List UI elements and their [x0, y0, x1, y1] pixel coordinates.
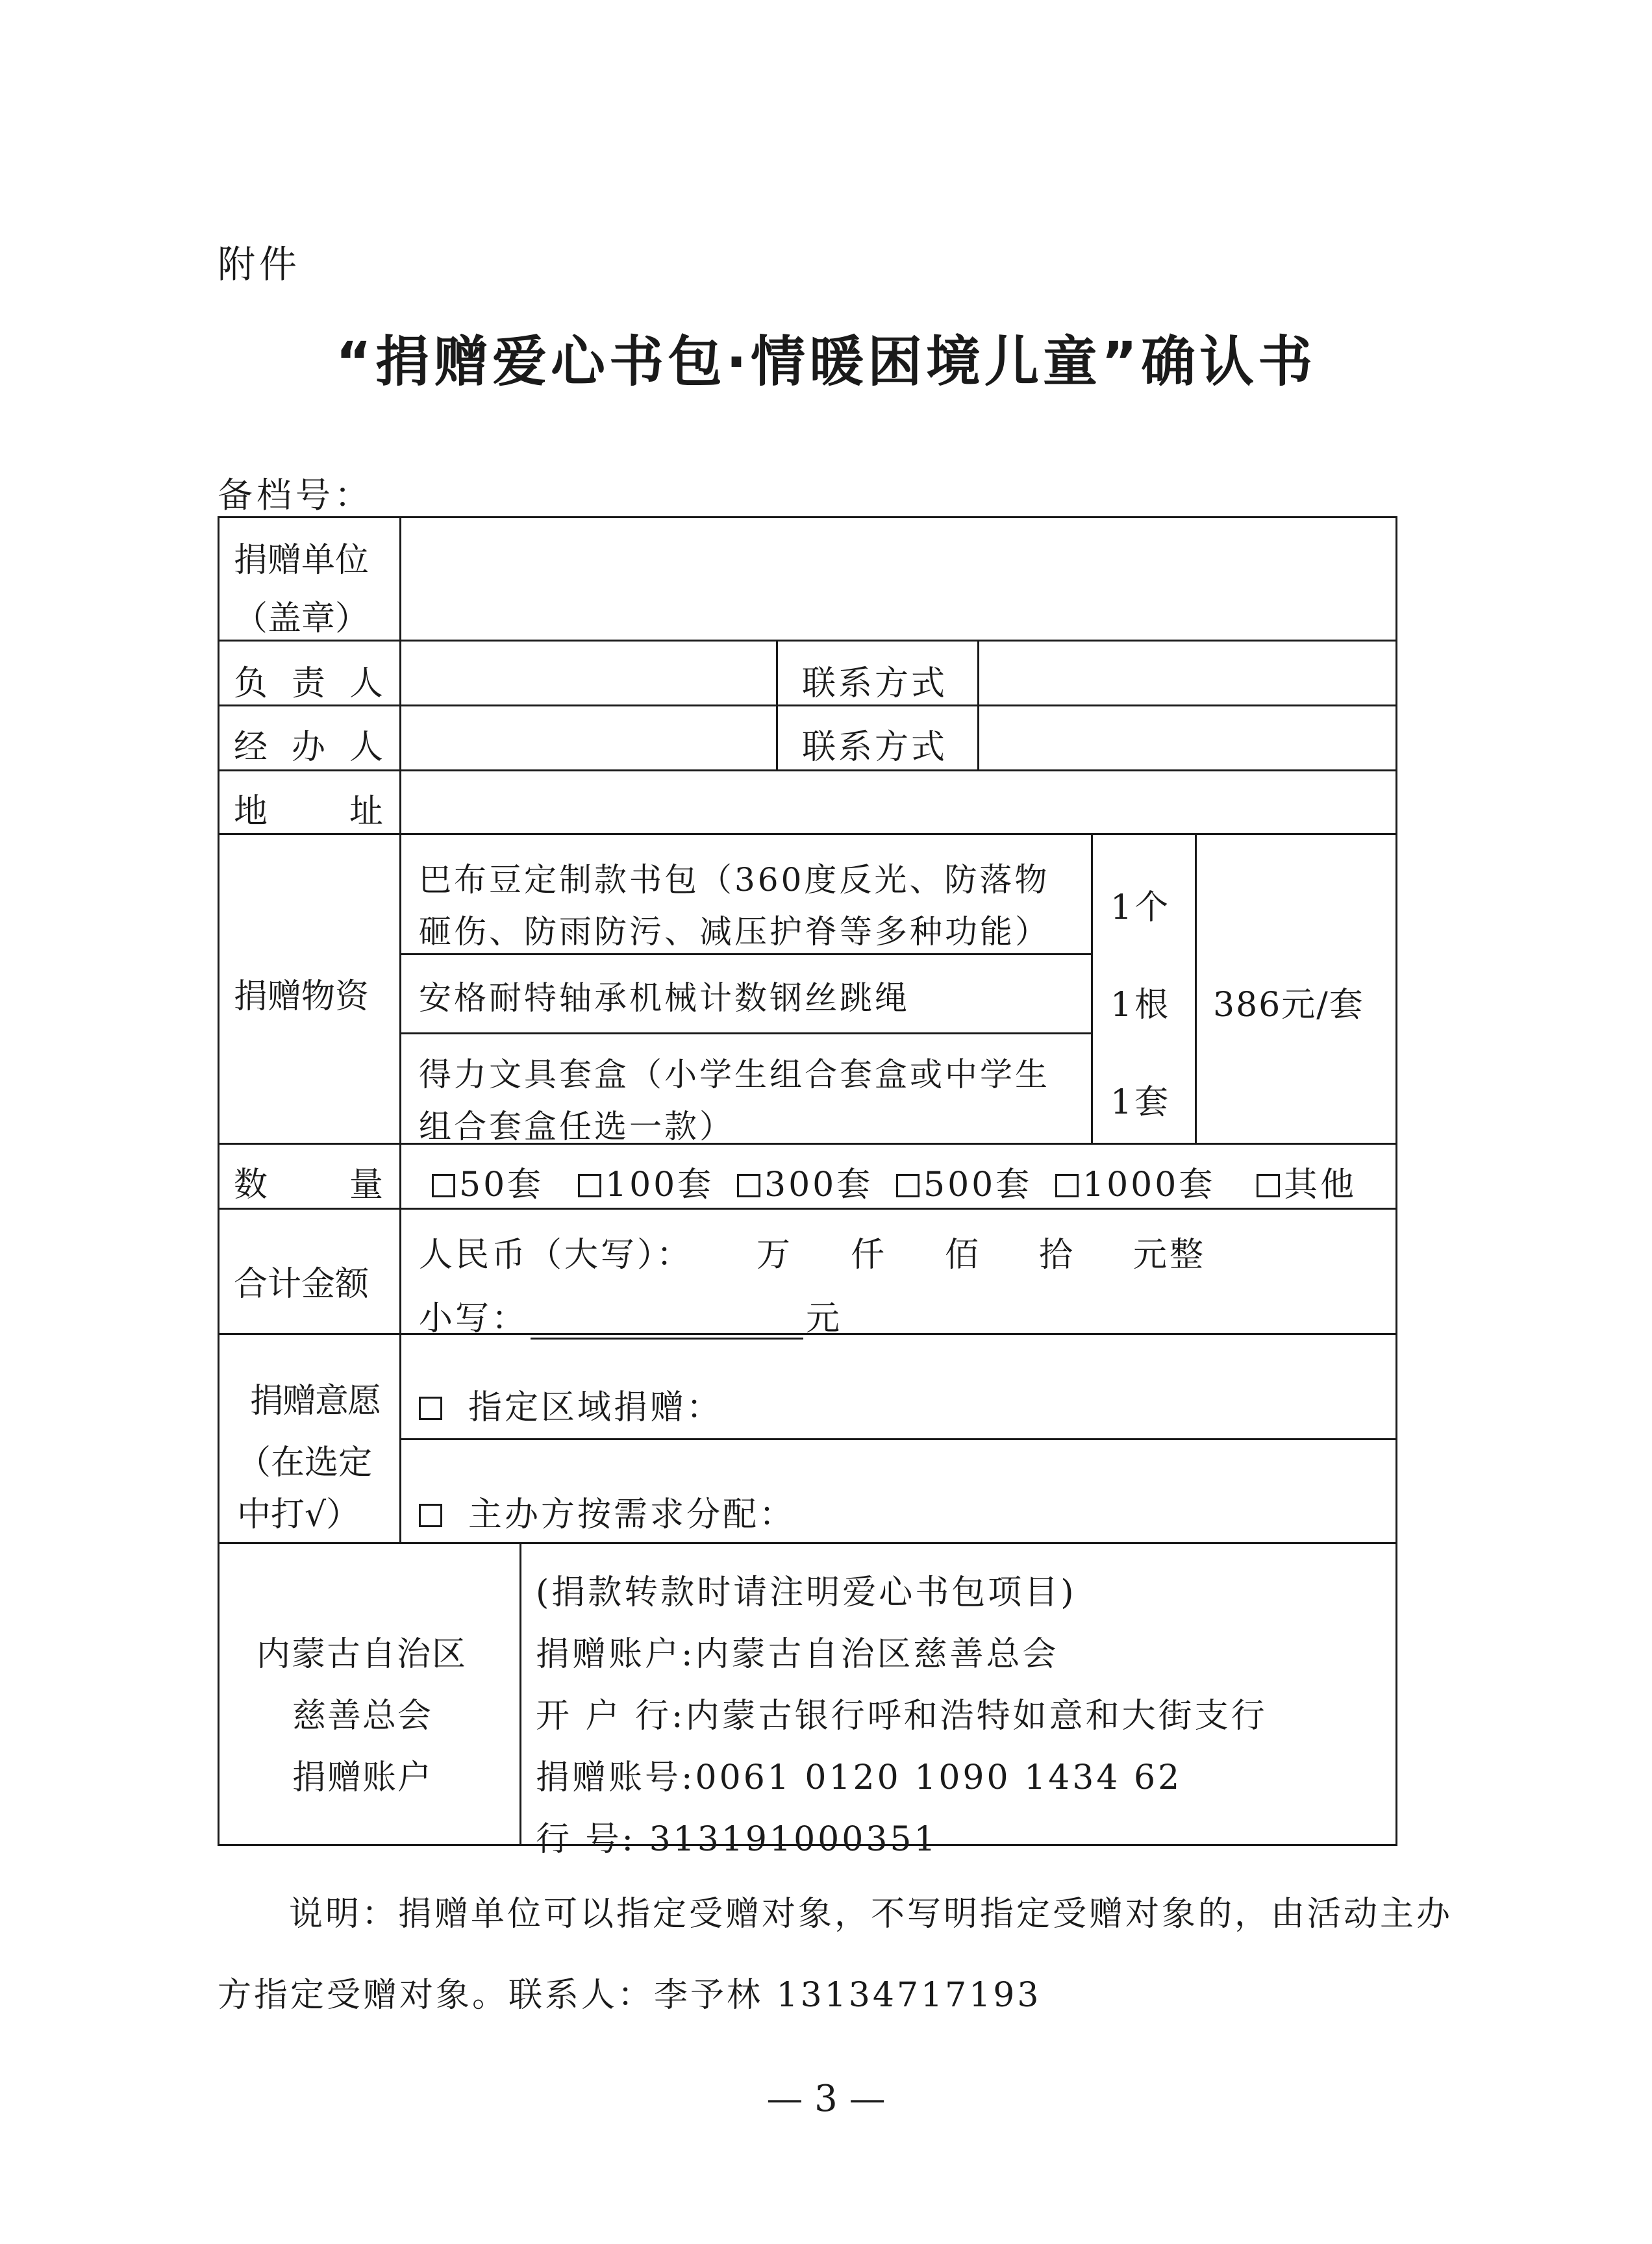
- small-amount-label: 小写：: [419, 1299, 529, 1338]
- column-divider: [1091, 833, 1093, 1143]
- row-divider: [218, 833, 1397, 835]
- checkbox-icon[interactable]: [1257, 1174, 1280, 1197]
- unit-price: 386元/套: [1213, 986, 1364, 1025]
- quantity-option-300[interactable]: 300套: [737, 1157, 873, 1206]
- page-number: — 3 —: [766, 2078, 886, 2120]
- note-line-1: 说明：捐赠单位可以指定受赠对象，不写明指定受赠对象的，由活动主办: [289, 1895, 1453, 1934]
- row-divider: [218, 1542, 1397, 1544]
- item-backpack-line2: 砸伤、防雨防污、减压护脊等多种功能）: [419, 913, 1050, 951]
- unit-wan: 万: [757, 1236, 794, 1275]
- quantity-option-500[interactable]: 500套: [896, 1157, 1032, 1206]
- unit-bai: 佰: [945, 1236, 982, 1275]
- bank-code-row: [536, 1812, 938, 1860]
- contact-label: 联系方式: [802, 728, 948, 767]
- row-divider: [218, 1143, 1397, 1145]
- unit-shi: 拾: [1039, 1236, 1076, 1275]
- quantity-option-1000[interactable]: 1000套: [1055, 1157, 1215, 1206]
- small-amount-row: [419, 1291, 842, 1340]
- checkbox-icon[interactable]: [419, 1504, 442, 1527]
- small-amount-field[interactable]: [531, 1305, 803, 1340]
- row-divider: [218, 704, 1397, 706]
- quantity-label: 数量: [234, 1166, 383, 1204]
- unit-qian: 仟: [851, 1236, 888, 1275]
- checkbox-icon[interactable]: [419, 1397, 442, 1420]
- contact-label: 联系方式: [802, 664, 948, 703]
- intent-label-note2: 中打√）: [237, 1495, 360, 1534]
- column-divider: [977, 640, 979, 769]
- account-bank: 开 户 行:内蒙古银行呼和浩特如意和大街支行: [536, 1697, 1268, 1736]
- item-stationery-qty: 1套: [1110, 1083, 1171, 1122]
- account-owner-label-2: 慈善总会: [292, 1697, 433, 1736]
- item-jump-rope-qty: 1根: [1110, 986, 1171, 1025]
- intent-option-region[interactable]: 指定区域捐赠：: [419, 1380, 723, 1428]
- materials-label: 捐赠物资: [234, 977, 369, 1016]
- small-amount-unit: 元: [806, 1299, 843, 1338]
- column-divider: [1195, 833, 1197, 1143]
- account-note: (捐款转款时请注明爱心书包项目): [536, 1573, 1077, 1612]
- intent-label: 捐赠意愿: [250, 1382, 381, 1421]
- attachment-label: 附件: [218, 242, 301, 286]
- row-divider: [399, 953, 1091, 955]
- checkbox-icon[interactable]: [1055, 1174, 1079, 1197]
- file-number-label: 备档号：: [218, 475, 373, 516]
- column-divider: [776, 640, 778, 769]
- quantity-option-50[interactable]: 50套: [432, 1157, 544, 1206]
- page-title: “捐赠爱心书包·情暖困境儿童”确认书: [335, 330, 1317, 393]
- row-divider: [218, 769, 1397, 771]
- rmb-caps-label: 人民币（大写）：: [419, 1236, 694, 1275]
- checkbox-icon[interactable]: [578, 1174, 601, 1197]
- note-line-2: 方指定受赠对象。联系人：李予林 13134717193: [218, 1976, 1042, 2015]
- donor-unit-seal-label: （盖章）: [234, 599, 369, 638]
- checkbox-icon[interactable]: [737, 1174, 760, 1197]
- bank-code: 313191000351: [649, 1820, 938, 1859]
- quantity-option-other[interactable]: 其他: [1257, 1157, 1357, 1206]
- item-stationery-line2: 组合套盒任选一款）: [419, 1108, 734, 1145]
- responsible-person-label: 负责人: [234, 664, 383, 703]
- bank-code-label: 行 号:: [536, 1820, 636, 1859]
- intent-label-note1: （在选定: [237, 1443, 373, 1482]
- row-divider: [218, 1208, 1397, 1210]
- item-backpack-line1: 巴布豆定制款书包（360度反光、防落物: [419, 861, 1050, 899]
- row-divider: [218, 640, 1397, 642]
- item-stationery-line1: 得力文具套盒（小学生组合套盒或中学生: [419, 1056, 1050, 1093]
- intent-option-organizer[interactable]: 主办方按需求分配：: [419, 1487, 795, 1536]
- account-owner-label-3: 捐赠账户: [292, 1758, 433, 1797]
- quantity-option-100[interactable]: 100套: [578, 1157, 714, 1206]
- row-divider: [399, 1438, 1397, 1440]
- checkbox-icon[interactable]: [896, 1174, 920, 1197]
- row-divider: [399, 1032, 1091, 1034]
- account-name: 捐赠账户:内蒙古自治区慈善总会: [536, 1635, 1059, 1674]
- item-jump-rope: 安格耐特轴承机械计数钢丝跳绳: [419, 979, 910, 1017]
- address-label: 地址: [234, 792, 383, 831]
- total-amount-label: 合计金额: [234, 1265, 369, 1304]
- column-divider: [519, 1542, 521, 1846]
- checkbox-icon[interactable]: [432, 1174, 455, 1197]
- account-owner-label-1: 内蒙古自治区: [257, 1635, 468, 1674]
- handler-label: 经办人: [234, 728, 383, 767]
- account-number: 捐赠账号:0061 0120 1090 1434 62: [536, 1758, 1183, 1797]
- item-backpack-qty: 1个: [1110, 888, 1171, 927]
- donor-unit-label: 捐赠单位: [234, 541, 369, 580]
- unit-yuan-zheng: 元整: [1133, 1236, 1207, 1275]
- column-divider: [399, 516, 401, 1542]
